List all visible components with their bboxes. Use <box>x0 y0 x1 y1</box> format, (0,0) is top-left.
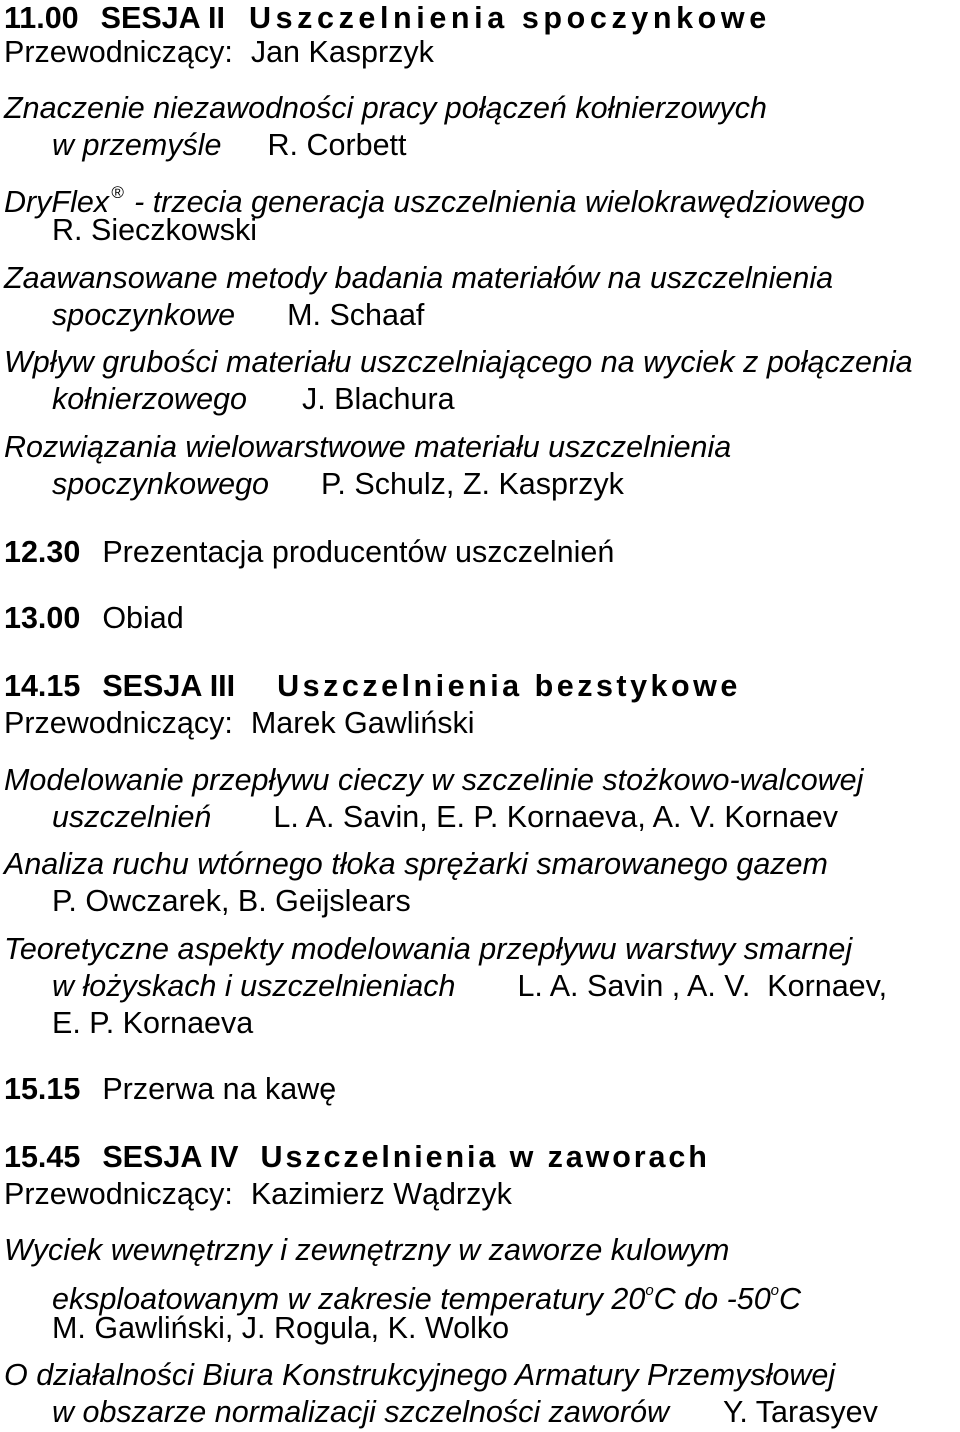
talk-title: Zaawansowane metody badania materiałów na uszczelnienia <box>4 261 834 295</box>
agenda-item <box>4 534 614 570</box>
talk-authors: P. Schulz, Z. Kasprzyk <box>321 467 624 501</box>
agenda-item <box>4 600 184 636</box>
session-2-title: Uszczelnienia spoczynkowe <box>248 1 771 35</box>
talk-title-cont: w przemyśle <box>52 128 222 162</box>
talk-title-b: - trzecia generacja uszczelnienia wielokrawędziowego <box>125 185 865 219</box>
talk-title: O działalności Biura Konstrukcyjnego Armatury Przemysłowej <box>4 1358 836 1392</box>
talk-authors: Y. Tarasyev <box>723 1395 878 1429</box>
talk-title-cont: spoczynkowe <box>52 298 236 332</box>
session-4-chair <box>4 1176 512 1212</box>
talk-authors: L. A. Savin, E. P. Kornaeva, A. V. Kornaev <box>273 800 838 834</box>
talk-authors: R. Sieczkowski <box>52 213 258 247</box>
talk-line <box>52 968 887 1004</box>
talk-line <box>52 127 406 163</box>
talk-line <box>52 466 624 502</box>
session-3-header <box>4 668 741 704</box>
item-text: Prezentacja producentów uszczelnień <box>102 535 615 569</box>
agenda-item <box>4 1071 336 1107</box>
item-time: 15.15 <box>4 1072 81 1106</box>
talk-title-cont: w obszarze normalizacji szczelności zaworów <box>52 1395 669 1429</box>
session-3-title: Uszczelnienia bezstykowe <box>277 669 741 703</box>
talk-title: Znaczenie niezawodności pracy połączeń kołnierzowych <box>4 91 767 125</box>
title-part-c: C <box>779 1282 802 1316</box>
talk-authors-cont: E. P. Kornaeva <box>52 1006 254 1040</box>
talk-line <box>52 1394 878 1430</box>
item-text: Obiad <box>102 601 184 635</box>
session-4-label: SESJA IV <box>102 1140 239 1174</box>
talk-title: Teoretyczne aspekty modelowania przepływu warstwy smarnej <box>4 932 853 966</box>
talk-title-cont: w łożyskach i uszczelnieniach <box>52 969 456 1003</box>
session-4-header <box>4 1139 710 1175</box>
chair-name: Marek Gawliński <box>250 706 475 740</box>
talk-authors: P. Owczarek, B. Geijslears <box>52 884 411 918</box>
talk-title-cont: spoczynkowego <box>52 467 270 501</box>
title-part-a: eksploatowanym w zakresie temperatury 20 <box>52 1282 646 1316</box>
talk-line <box>52 799 838 835</box>
talk-authors: J. Blachura <box>301 382 455 416</box>
talk-authors: M. Gawliński, J. Rogula, K. Wolko <box>52 1311 510 1345</box>
talk-line <box>52 297 424 333</box>
session-2-header <box>4 0 771 36</box>
degree-sign: o <box>645 1282 654 1299</box>
degree-sign: o <box>770 1282 779 1299</box>
chair-label: Przewodniczący: <box>4 706 233 740</box>
session-3-chair <box>4 705 475 741</box>
talk-title: Modelowanie przepływu cieczy w szczelinie stożkowo-walcowej <box>4 763 864 797</box>
talk-title: Rozwiązania wielowarstwowe materiału uszczelnienia <box>4 430 732 464</box>
session-2-chair <box>4 34 434 70</box>
session-2-label: SESJA II <box>100 1 225 35</box>
registered-mark: ® <box>111 183 124 202</box>
talk-title: Wyciek wewnętrzny i zewnętrzny w zaworze kulowym <box>4 1233 730 1267</box>
session-4-title: Uszczelnienia w zaworach <box>260 1140 710 1174</box>
talk-line <box>52 381 455 417</box>
talk-title-cont: kołnierzowego <box>52 382 247 416</box>
session-4-time: 15.45 <box>4 1140 81 1174</box>
talk-title: Wpływ grubości materiału uszczelniającego na wyciek z połączenia <box>4 345 913 379</box>
chair-label: Przewodniczący: <box>4 35 233 69</box>
talk-title: Analiza ruchu wtórnego tłoka sprężarki smarowanego gazem <box>4 847 828 881</box>
item-time: 13.00 <box>4 601 81 635</box>
item-text: Przerwa na kawę <box>102 1072 337 1106</box>
talk-title-a: DryFlex <box>4 185 110 219</box>
talk-title-cont: uszczelnień <box>52 800 212 834</box>
talk-authors: L. A. Savin , A. V. Kornaev, <box>517 969 888 1003</box>
talk-authors: M. Schaaf <box>287 298 425 332</box>
session-2-time: 11.00 <box>4 1 79 35</box>
chair-label: Przewodniczący: <box>4 1177 233 1211</box>
session-3-label: SESJA III <box>102 669 236 703</box>
title-part-b: C do -50 <box>653 1282 771 1316</box>
chair-name: Kazimierz Wądrzyk <box>250 1177 512 1211</box>
session-3-time: 14.15 <box>4 669 81 703</box>
item-time: 12.30 <box>4 535 81 569</box>
talk-authors: R. Corbett <box>267 128 407 162</box>
chair-name: Jan Kasprzyk <box>250 35 434 69</box>
